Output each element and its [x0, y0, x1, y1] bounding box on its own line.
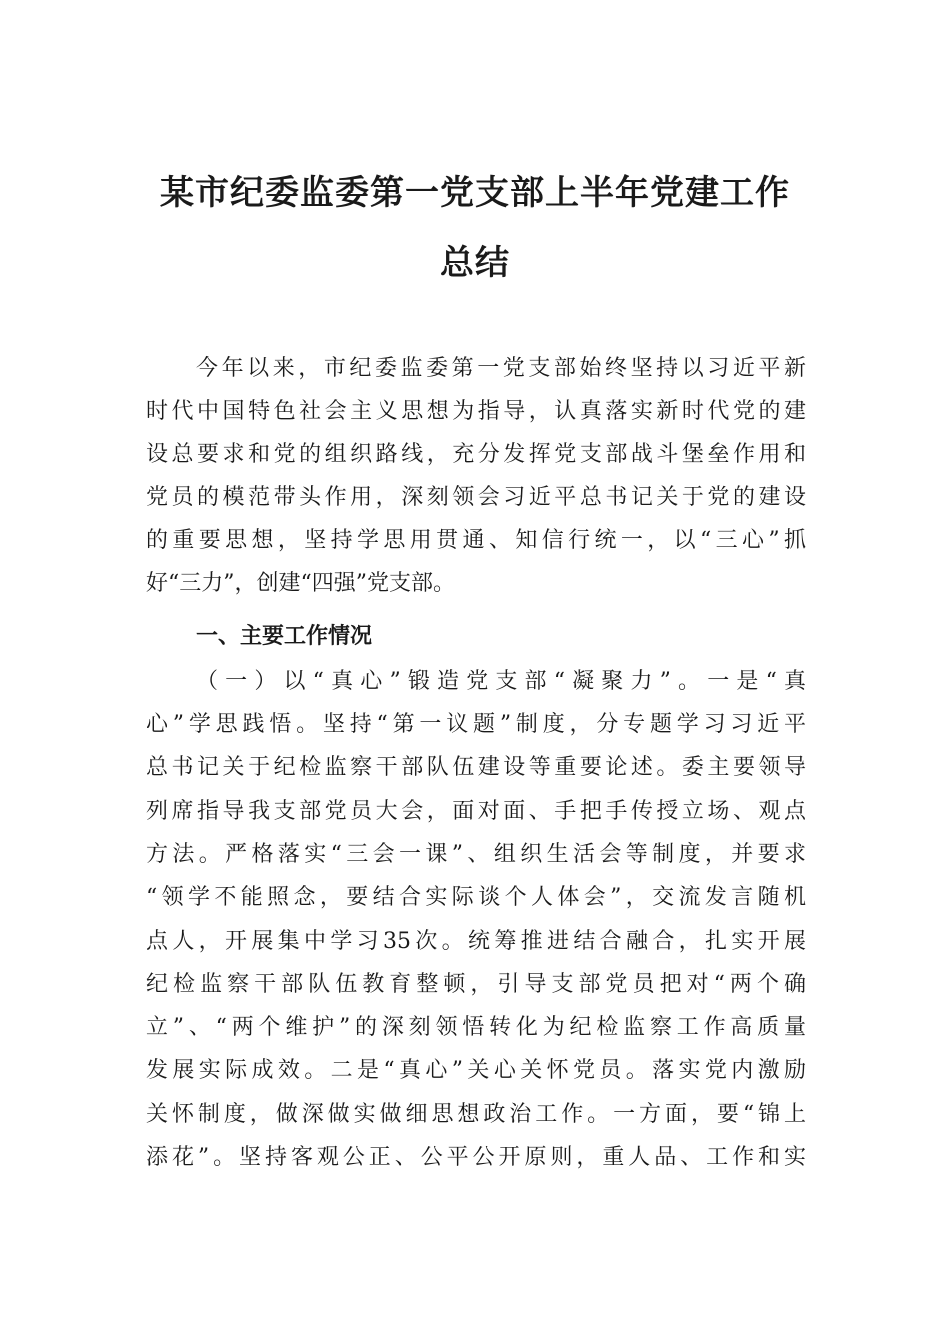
intro-paragraph-line: 设总要求和党的组织路线，充分发挥党支部战斗堡垒作用和 — [146, 442, 806, 467]
section-heading: 一、主要工作情况 — [196, 624, 373, 649]
body-paragraph-line: 总书记关于纪检监察干部队伍建设等重要论述。委主要领导 — [146, 755, 806, 780]
body-paragraph-line: 添花”。坚持客观公正、公平公开原则，重人品、工作和实 — [146, 1145, 806, 1170]
body-paragraph-line: 方法。严格落实“三会一课”、组织生活会等制度，并要求 — [146, 842, 806, 867]
document-title-line-2: 总结 — [440, 243, 510, 283]
body-paragraph-line: 列席指导我支部党员大会，面对面、手把手传授立场、观点 — [146, 799, 806, 824]
intro-paragraph-line: 时代中国特色社会主义思想为指导，认真落实新时代党的建 — [146, 399, 806, 424]
intro-paragraph-line: 好“三力”，创建“四强”党支部。 — [146, 571, 455, 596]
document-title-line-1: 某市纪委监委第一党支部上半年党建工作 — [160, 173, 790, 213]
body-paragraph-line: 发展实际成效。二是“真心”关心关怀党员。落实党内激励 — [146, 1058, 806, 1083]
body-paragraph-line: 心”学思践悟。坚持“第一议题”制度，分专题学习习近平 — [146, 712, 806, 737]
intro-paragraph-line: 党员的模范带头作用，深刻领会习近平总书记关于党的建设 — [146, 485, 806, 510]
body-paragraph-line: 立”、“两个维护”的深刻领悟转化为纪检监察工作高质量 — [146, 1015, 806, 1040]
body-paragraph-line: “领学不能照念，要结合实际谈个人体会”，交流发言随机 — [146, 885, 806, 910]
body-paragraph-line: （一）以“真心”锻造党支部“凝聚力”。一是“真 — [196, 669, 806, 694]
body-paragraph-line: 纪检监察干部队伍教育整顿，引导支部党员把对“两个确 — [146, 972, 806, 997]
body-paragraph-line: 关怀制度，做深做实做细思想政治工作。一方面，要“锦上 — [146, 1102, 806, 1127]
intro-paragraph-line: 的重要思想，坚持学思用贯通、知信行统一，以“三心”抓 — [146, 528, 806, 553]
intro-paragraph-line: 今年以来，市纪委监委第一党支部始终坚持以习近平新 — [196, 356, 806, 381]
body-paragraph-line: 点人，开展集中学习35次。统筹推进结合融合，扎实开展 — [146, 929, 806, 954]
